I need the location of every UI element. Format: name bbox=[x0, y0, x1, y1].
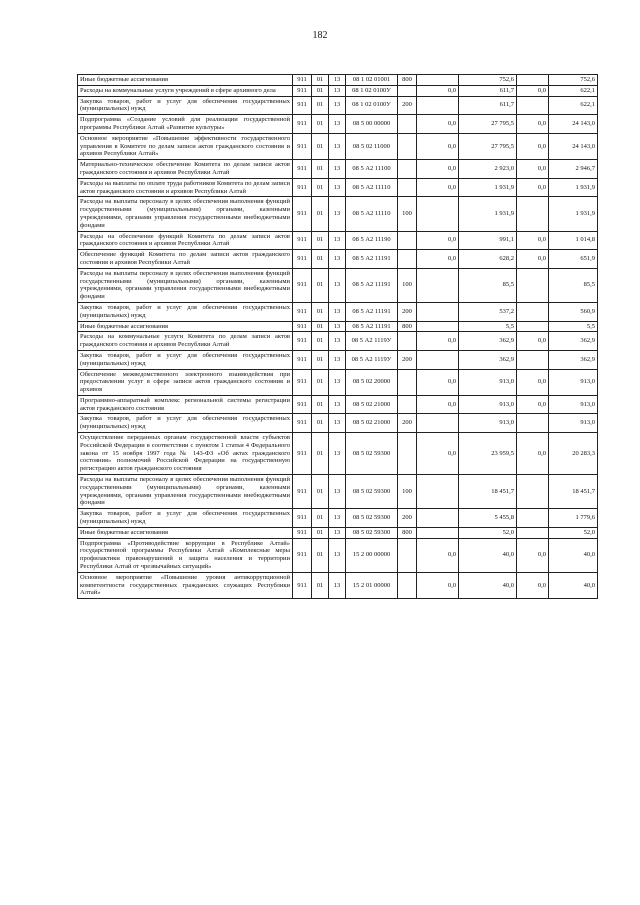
cell-name: Расходы на выплаты персоналу в целях обеспечения выполнения функций государственными (муниципальными) органами, казенными учреждениями, органами управления государственными внебюджетными фондами bbox=[78, 197, 293, 231]
cell-section-code: 01 bbox=[312, 96, 329, 115]
table-row bbox=[78, 527, 598, 538]
cell-amount-2: 27 795,5 bbox=[459, 115, 517, 134]
cell-expense-type-code bbox=[398, 572, 417, 598]
cell-section-code: 01 bbox=[312, 332, 329, 351]
cell-section-code: 01 bbox=[312, 321, 329, 332]
cell-section-code: 01 bbox=[312, 302, 329, 321]
cell-subsection-code: 13 bbox=[329, 369, 346, 395]
cell-amount-1 bbox=[417, 268, 459, 302]
cell-amount-2: 40,0 bbox=[459, 538, 517, 572]
cell-name: Расходы на коммунальные услуги Комитета по делам записи актов гражданского состояния и архивов Республики Алтай bbox=[78, 332, 293, 351]
table-row bbox=[78, 268, 598, 302]
cell-amount-1: 0,0 bbox=[417, 572, 459, 598]
cell-section-code: 01 bbox=[312, 369, 329, 395]
cell-section-code: 01 bbox=[312, 160, 329, 179]
cell-amount-2: 23 959,5 bbox=[459, 433, 517, 475]
cell-section-code: 01 bbox=[312, 197, 329, 231]
cell-expense-type-code bbox=[398, 160, 417, 179]
cell-amount-3 bbox=[517, 509, 549, 528]
cell-amount-1: 0,0 bbox=[417, 85, 459, 96]
cell-amount-4: 18 451,7 bbox=[549, 475, 598, 509]
cell-amount-4: 1 779,6 bbox=[549, 509, 598, 528]
cell-amount-2: 362,9 bbox=[459, 350, 517, 369]
table-row bbox=[78, 96, 598, 115]
cell-amount-1: 0,0 bbox=[417, 433, 459, 475]
cell-amount-4: 52,0 bbox=[549, 527, 598, 538]
cell-expense-type-code bbox=[398, 433, 417, 475]
cell-amount-1: 0,0 bbox=[417, 178, 459, 197]
cell-subsection-code: 13 bbox=[329, 321, 346, 332]
cell-target-article-code: 08 5 02 20000 bbox=[346, 369, 398, 395]
cell-target-article-code: 08 5 А2 11110 bbox=[346, 197, 398, 231]
cell-section-code: 01 bbox=[312, 509, 329, 528]
table-row bbox=[78, 302, 598, 321]
cell-grbs-code: 911 bbox=[293, 350, 312, 369]
cell-amount-1 bbox=[417, 75, 459, 86]
cell-amount-3: 0,0 bbox=[517, 572, 549, 598]
cell-grbs-code: 911 bbox=[293, 268, 312, 302]
cell-amount-1 bbox=[417, 302, 459, 321]
cell-name: Обеспечение межведомственного электронного взаимодействия при предоставлении услуг в сфере записи актов гражданского состояния и архивов bbox=[78, 369, 293, 395]
cell-target-article-code: 08 5 А2 11110 bbox=[346, 178, 398, 197]
cell-name: Расходы на обеспечение функций Комитета по делам записи актов гражданского состояния и архивов Республики Алтай bbox=[78, 231, 293, 250]
table-row bbox=[78, 433, 598, 475]
cell-expense-type-code: 800 bbox=[398, 527, 417, 538]
cell-grbs-code: 911 bbox=[293, 475, 312, 509]
cell-amount-2: 991,1 bbox=[459, 231, 517, 250]
table-row bbox=[78, 178, 598, 197]
cell-amount-3: 0,0 bbox=[517, 433, 549, 475]
cell-amount-1: 0,0 bbox=[417, 395, 459, 414]
cell-amount-2: 537,2 bbox=[459, 302, 517, 321]
cell-section-code: 01 bbox=[312, 75, 329, 86]
cell-target-article-code: 08 5 02 59300 bbox=[346, 475, 398, 509]
cell-amount-3: 0,0 bbox=[517, 178, 549, 197]
cell-amount-1: 0,0 bbox=[417, 538, 459, 572]
cell-target-article-code: 08 5 А2 11191 bbox=[346, 250, 398, 269]
cell-target-article-code: 08 5 А2 1119У bbox=[346, 332, 398, 351]
cell-section-code: 01 bbox=[312, 527, 329, 538]
cell-amount-2: 611,7 bbox=[459, 85, 517, 96]
cell-name: Закупка товаров, работ и услуг для обеспечения государственных (муниципальных) нужд bbox=[78, 509, 293, 528]
cell-grbs-code: 911 bbox=[293, 395, 312, 414]
cell-target-article-code: 08 5 02 59300 bbox=[346, 433, 398, 475]
cell-amount-2: 18 451,7 bbox=[459, 475, 517, 509]
cell-target-article-code: 08 5 А2 11191 bbox=[346, 268, 398, 302]
cell-expense-type-code bbox=[398, 395, 417, 414]
cell-amount-3 bbox=[517, 350, 549, 369]
cell-subsection-code: 13 bbox=[329, 75, 346, 86]
cell-amount-2: 27 795,5 bbox=[459, 133, 517, 159]
cell-amount-3: 0,0 bbox=[517, 231, 549, 250]
cell-expense-type-code bbox=[398, 85, 417, 96]
cell-subsection-code: 13 bbox=[329, 509, 346, 528]
table-row bbox=[78, 115, 598, 134]
cell-target-article-code: 08 5 А2 1119У bbox=[346, 350, 398, 369]
cell-grbs-code: 911 bbox=[293, 509, 312, 528]
cell-expense-type-code bbox=[398, 133, 417, 159]
cell-amount-3 bbox=[517, 321, 549, 332]
cell-grbs-code: 911 bbox=[293, 75, 312, 86]
cell-amount-1 bbox=[417, 414, 459, 433]
cell-expense-type-code bbox=[398, 332, 417, 351]
cell-subsection-code: 13 bbox=[329, 350, 346, 369]
cell-grbs-code: 911 bbox=[293, 115, 312, 134]
cell-expense-type-code: 200 bbox=[398, 509, 417, 528]
cell-amount-3 bbox=[517, 527, 549, 538]
cell-target-article-code: 08 1 02 0100У bbox=[346, 85, 398, 96]
cell-name: Закупка товаров, работ и услуг для обеспечения государственных (муниципальных) нужд bbox=[78, 350, 293, 369]
table-row bbox=[78, 538, 598, 572]
cell-target-article-code: 08 5 А2 11191 bbox=[346, 302, 398, 321]
cell-section-code: 01 bbox=[312, 133, 329, 159]
cell-amount-4: 20 283,3 bbox=[549, 433, 598, 475]
cell-amount-4: 5,5 bbox=[549, 321, 598, 332]
cell-grbs-code: 911 bbox=[293, 197, 312, 231]
cell-amount-2: 362,9 bbox=[459, 332, 517, 351]
cell-amount-3: 0,0 bbox=[517, 133, 549, 159]
cell-grbs-code: 911 bbox=[293, 250, 312, 269]
cell-expense-type-code: 100 bbox=[398, 268, 417, 302]
cell-name: Иные бюджетные ассигнования bbox=[78, 321, 293, 332]
cell-section-code: 01 bbox=[312, 538, 329, 572]
cell-target-article-code: 15 2 00 00000 bbox=[346, 538, 398, 572]
cell-amount-3 bbox=[517, 302, 549, 321]
cell-section-code: 01 bbox=[312, 178, 329, 197]
cell-amount-4: 622,1 bbox=[549, 96, 598, 115]
cell-subsection-code: 13 bbox=[329, 268, 346, 302]
cell-target-article-code: 08 5 02 11000 bbox=[346, 133, 398, 159]
cell-name: Подпрограмма «Противодействие коррупции в Республике Алтай» государственной программы Республики Алтай «Комплексные меры профилактики правонарушений и защита населения и территории Республики Алтай от чрезвычайных ситуаций» bbox=[78, 538, 293, 572]
cell-target-article-code: 08 5 02 59300 bbox=[346, 527, 398, 538]
cell-name: Материально-техническое обеспечение Комитета по делам записи актов гражданского состояния и архивов Республики Алтай bbox=[78, 160, 293, 179]
cell-expense-type-code: 200 bbox=[398, 414, 417, 433]
cell-amount-1: 0,0 bbox=[417, 133, 459, 159]
table-row bbox=[78, 321, 598, 332]
cell-expense-type-code: 800 bbox=[398, 321, 417, 332]
table-body bbox=[78, 75, 598, 599]
cell-subsection-code: 13 bbox=[329, 395, 346, 414]
cell-amount-4: 24 143,0 bbox=[549, 133, 598, 159]
cell-amount-4: 913,0 bbox=[549, 414, 598, 433]
cell-amount-3: 0,0 bbox=[517, 395, 549, 414]
cell-name: Расходы на выплаты персоналу в целях обеспечения выполнения функций государственными (муниципальными) органами, казенными учреждениями, органами управления государственными внебюджетными фондами bbox=[78, 268, 293, 302]
table-row bbox=[78, 75, 598, 86]
cell-amount-4: 1 931,9 bbox=[549, 178, 598, 197]
cell-amount-4: 913,0 bbox=[549, 395, 598, 414]
cell-section-code: 01 bbox=[312, 414, 329, 433]
cell-section-code: 01 bbox=[312, 85, 329, 96]
table-row bbox=[78, 332, 598, 351]
cell-amount-2: 5,5 bbox=[459, 321, 517, 332]
table-row bbox=[78, 133, 598, 159]
cell-grbs-code: 911 bbox=[293, 85, 312, 96]
cell-amount-4: 362,9 bbox=[549, 332, 598, 351]
cell-section-code: 01 bbox=[312, 350, 329, 369]
cell-name: Закупка товаров, работ и услуг для обеспечения государственных (муниципальных) нужд bbox=[78, 302, 293, 321]
cell-amount-1: 0,0 bbox=[417, 369, 459, 395]
cell-amount-3: 0,0 bbox=[517, 115, 549, 134]
budget-table bbox=[77, 74, 598, 599]
cell-name: Расходы на выплаты по оплате труда работников Комитета по делам записи актов гражданского состояния и архивов Республики Алтай bbox=[78, 178, 293, 197]
cell-name: Основное мероприятие «Повышение уровня антикоррупционной компетентности государственных гражданских служащих Республики Алтай» bbox=[78, 572, 293, 598]
cell-subsection-code: 13 bbox=[329, 475, 346, 509]
cell-amount-1: 0,0 bbox=[417, 115, 459, 134]
cell-subsection-code: 13 bbox=[329, 572, 346, 598]
cell-amount-1 bbox=[417, 527, 459, 538]
cell-amount-2: 1 931,9 bbox=[459, 197, 517, 231]
cell-subsection-code: 13 bbox=[329, 160, 346, 179]
cell-amount-4: 40,0 bbox=[549, 538, 598, 572]
cell-amount-2: 1 931,9 bbox=[459, 178, 517, 197]
cell-grbs-code: 911 bbox=[293, 160, 312, 179]
cell-amount-3: 0,0 bbox=[517, 332, 549, 351]
cell-amount-4: 1 931,9 bbox=[549, 197, 598, 231]
cell-expense-type-code: 100 bbox=[398, 197, 417, 231]
cell-expense-type-code: 800 bbox=[398, 75, 417, 86]
cell-subsection-code: 13 bbox=[329, 115, 346, 134]
cell-amount-4: 651,9 bbox=[549, 250, 598, 269]
cell-subsection-code: 13 bbox=[329, 527, 346, 538]
cell-target-article-code: 08 5 А2 11190 bbox=[346, 231, 398, 250]
cell-name: Закупка товаров, работ и услуг для обеспечения государственных (муниципальных) нужд bbox=[78, 96, 293, 115]
cell-subsection-code: 13 bbox=[329, 133, 346, 159]
cell-grbs-code: 911 bbox=[293, 302, 312, 321]
cell-section-code: 01 bbox=[312, 475, 329, 509]
cell-target-article-code: 08 1 02 01001 bbox=[346, 75, 398, 86]
cell-amount-3: 0,0 bbox=[517, 538, 549, 572]
cell-amount-2: 2 923,0 bbox=[459, 160, 517, 179]
table-row bbox=[78, 475, 598, 509]
cell-amount-2: 40,0 bbox=[459, 572, 517, 598]
cell-section-code: 01 bbox=[312, 115, 329, 134]
cell-amount-4: 913,0 bbox=[549, 369, 598, 395]
table-row bbox=[78, 197, 598, 231]
table-row bbox=[78, 414, 598, 433]
cell-expense-type-code: 200 bbox=[398, 96, 417, 115]
cell-amount-2: 611,7 bbox=[459, 96, 517, 115]
cell-name: Расходы на коммунальные услуги учреждений в сфере архивного дела bbox=[78, 85, 293, 96]
cell-target-article-code: 15 2 01 00000 bbox=[346, 572, 398, 598]
cell-amount-1: 0,0 bbox=[417, 231, 459, 250]
cell-amount-1: 0,0 bbox=[417, 160, 459, 179]
cell-amount-3: 0,0 bbox=[517, 369, 549, 395]
cell-grbs-code: 911 bbox=[293, 321, 312, 332]
cell-amount-2: 85,5 bbox=[459, 268, 517, 302]
cell-subsection-code: 13 bbox=[329, 433, 346, 475]
cell-expense-type-code bbox=[398, 115, 417, 134]
cell-section-code: 01 bbox=[312, 231, 329, 250]
cell-amount-4: 24 143,0 bbox=[549, 115, 598, 134]
cell-expense-type-code bbox=[398, 250, 417, 269]
cell-amount-4: 752,6 bbox=[549, 75, 598, 86]
cell-subsection-code: 13 bbox=[329, 178, 346, 197]
cell-target-article-code: 08 5 02 21000 bbox=[346, 395, 398, 414]
cell-name: Основное мероприятие «Повышение эффективности государственного управления в Комитете по делам записи актов гражданского состояния и архивов Республики Алтай» bbox=[78, 133, 293, 159]
table-row bbox=[78, 350, 598, 369]
cell-subsection-code: 13 bbox=[329, 197, 346, 231]
cell-amount-2: 5 455,8 bbox=[459, 509, 517, 528]
cell-subsection-code: 13 bbox=[329, 332, 346, 351]
cell-amount-3 bbox=[517, 75, 549, 86]
cell-amount-3 bbox=[517, 197, 549, 231]
cell-subsection-code: 13 bbox=[329, 231, 346, 250]
cell-amount-1 bbox=[417, 350, 459, 369]
cell-amount-2: 913,0 bbox=[459, 369, 517, 395]
cell-grbs-code: 911 bbox=[293, 433, 312, 475]
cell-amount-2: 913,0 bbox=[459, 414, 517, 433]
cell-amount-1: 0,0 bbox=[417, 332, 459, 351]
cell-subsection-code: 13 bbox=[329, 414, 346, 433]
cell-amount-1 bbox=[417, 509, 459, 528]
cell-subsection-code: 13 bbox=[329, 85, 346, 96]
cell-amount-4: 85,5 bbox=[549, 268, 598, 302]
cell-grbs-code: 911 bbox=[293, 96, 312, 115]
cell-grbs-code: 911 bbox=[293, 572, 312, 598]
cell-expense-type-code bbox=[398, 178, 417, 197]
cell-amount-3 bbox=[517, 268, 549, 302]
cell-expense-type-code: 200 bbox=[398, 350, 417, 369]
cell-amount-4: 2 946,7 bbox=[549, 160, 598, 179]
cell-amount-1 bbox=[417, 321, 459, 332]
cell-amount-4: 362,9 bbox=[549, 350, 598, 369]
cell-amount-1 bbox=[417, 96, 459, 115]
table-row bbox=[78, 85, 598, 96]
cell-amount-4: 40,0 bbox=[549, 572, 598, 598]
cell-section-code: 01 bbox=[312, 268, 329, 302]
cell-name: Иные бюджетные ассигнования bbox=[78, 527, 293, 538]
cell-grbs-code: 911 bbox=[293, 231, 312, 250]
cell-amount-1 bbox=[417, 475, 459, 509]
table-row bbox=[78, 369, 598, 395]
cell-name: Осуществление переданных органам государственной власти субъектов Российской Федерации в соответствии с пунктом 1 статьи 4 Федерального закона от 15 ноября 1997 года № 143-ФЗ «Об актах гражданского состояния» полномочий Российской Федерации на государственную регистрацию актов гражданского состояния bbox=[78, 433, 293, 475]
table-row bbox=[78, 231, 598, 250]
cell-amount-3 bbox=[517, 475, 549, 509]
cell-grbs-code: 911 bbox=[293, 332, 312, 351]
cell-name: Программно-аппаратный комплекс региональной системы регистрации актов гражданского состояния bbox=[78, 395, 293, 414]
cell-amount-3 bbox=[517, 96, 549, 115]
cell-amount-2: 752,6 bbox=[459, 75, 517, 86]
table-row bbox=[78, 509, 598, 528]
cell-section-code: 01 bbox=[312, 250, 329, 269]
cell-grbs-code: 911 bbox=[293, 527, 312, 538]
cell-expense-type-code bbox=[398, 538, 417, 572]
cell-section-code: 01 bbox=[312, 572, 329, 598]
cell-subsection-code: 13 bbox=[329, 250, 346, 269]
table-row bbox=[78, 160, 598, 179]
cell-amount-4: 560,9 bbox=[549, 302, 598, 321]
cell-amount-2: 913,0 bbox=[459, 395, 517, 414]
cell-target-article-code: 08 5 А2 11191 bbox=[346, 321, 398, 332]
cell-amount-2: 52,0 bbox=[459, 527, 517, 538]
cell-name: Закупка товаров, работ и услуг для обеспечения государственных (муниципальных) нужд bbox=[78, 414, 293, 433]
cell-grbs-code: 911 bbox=[293, 414, 312, 433]
cell-grbs-code: 911 bbox=[293, 538, 312, 572]
cell-section-code: 01 bbox=[312, 433, 329, 475]
cell-name: Иные бюджетные ассигнования bbox=[78, 75, 293, 86]
cell-grbs-code: 911 bbox=[293, 369, 312, 395]
cell-target-article-code: 08 5 А2 11100 bbox=[346, 160, 398, 179]
cell-target-article-code: 08 5 02 59300 bbox=[346, 509, 398, 528]
cell-amount-1 bbox=[417, 197, 459, 231]
cell-section-code: 01 bbox=[312, 395, 329, 414]
cell-amount-1: 0,0 bbox=[417, 250, 459, 269]
cell-subsection-code: 13 bbox=[329, 96, 346, 115]
cell-amount-3: 0,0 bbox=[517, 250, 549, 269]
cell-target-article-code: 08 5 00 00000 bbox=[346, 115, 398, 134]
page-number: 182 bbox=[312, 30, 328, 41]
cell-name: Обеспечение функций Комитета по делам записи актов гражданского состояния и архивов Республики Алтай bbox=[78, 250, 293, 269]
cell-grbs-code: 911 bbox=[293, 178, 312, 197]
cell-expense-type-code bbox=[398, 369, 417, 395]
cell-subsection-code: 13 bbox=[329, 538, 346, 572]
cell-amount-4: 1 014,8 bbox=[549, 231, 598, 250]
cell-expense-type-code: 100 bbox=[398, 475, 417, 509]
cell-expense-type-code bbox=[398, 231, 417, 250]
table-row bbox=[78, 572, 598, 598]
cell-subsection-code: 13 bbox=[329, 302, 346, 321]
cell-amount-3: 0,0 bbox=[517, 160, 549, 179]
cell-amount-2: 628,2 bbox=[459, 250, 517, 269]
cell-target-article-code: 08 5 02 21000 bbox=[346, 414, 398, 433]
table-row bbox=[78, 395, 598, 414]
cell-amount-3: 0,0 bbox=[517, 85, 549, 96]
cell-grbs-code: 911 bbox=[293, 133, 312, 159]
cell-expense-type-code: 200 bbox=[398, 302, 417, 321]
cell-name: Расходы на выплаты персоналу в целях обеспечения выполнения функций государственными (муниципальными) органами, казенными учреждениями, органами управления государственными внебюджетными фондами bbox=[78, 475, 293, 509]
cell-target-article-code: 08 1 02 0100У bbox=[346, 96, 398, 115]
cell-amount-4: 622,1 bbox=[549, 85, 598, 96]
cell-amount-3 bbox=[517, 414, 549, 433]
table-row bbox=[78, 250, 598, 269]
cell-name: Подпрограмма «Создание условий для реализации государственной программы Республики Алтай «Развитие культуры» bbox=[78, 115, 293, 134]
